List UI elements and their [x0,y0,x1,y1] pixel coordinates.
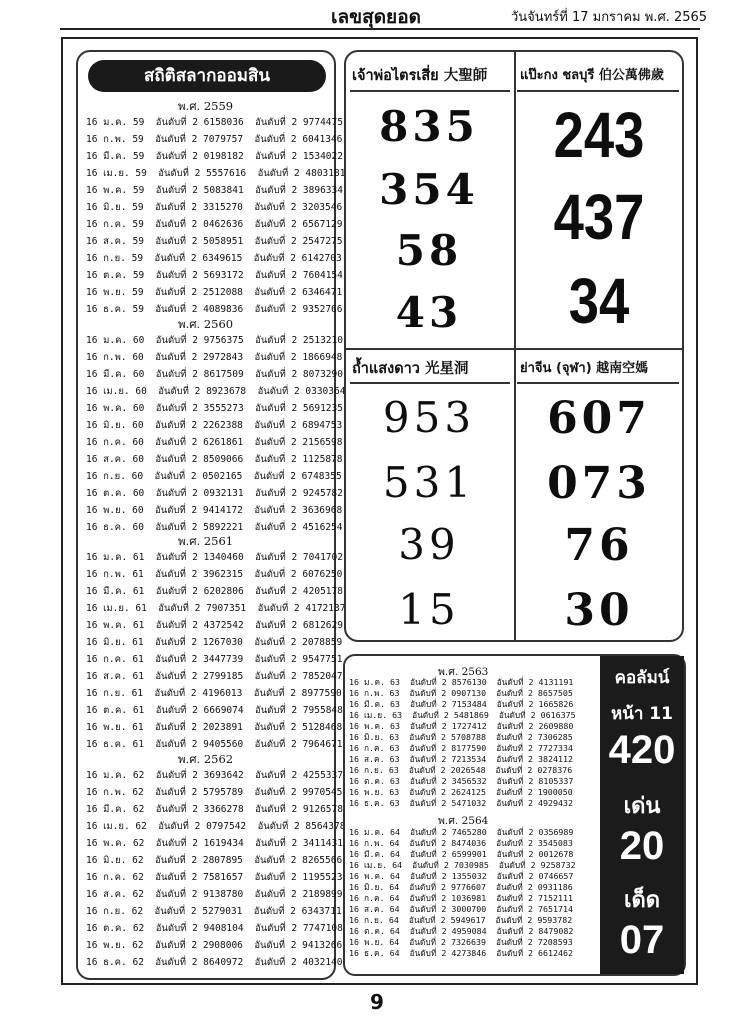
header-rule [60,28,700,30]
box-number: 243 [553,99,645,171]
stats-row: 16 พ.ย. 61 อันดับที่ 2 2023891 อันดับที่ 2 5128468 [86,722,343,733]
column-pick-label: เด็ด [623,888,661,913]
recent-row: 16 ม.ค. 63 อันดับที่ 2 8576130 อันดับที่ 2 4131191 [349,677,574,687]
box-number: 34 [568,265,630,337]
stats-row: 16 มิ.ย. 61 อันดับที่ 2 1267030 อันดับที่ 2 2078859 [86,637,343,648]
stats-row: 16 พ.ย. 60 อันดับที่ 2 9414172 อันดับที่ 2 3636968 [86,505,343,516]
stats-row: 16 ก.ค. 61 อันดับที่ 2 3447739 อันดับที่ 2 9547751 [86,654,343,665]
stats-row: 16 มี.ค. 62 อันดับที่ 2 3366278 อันดับที่ 2 9126578 [86,804,343,815]
stats-row: 16 ส.ค. 62 อันดับที่ 2 9138780 อันดับที่ 2 2189899 [86,889,343,900]
column-page: หน้า 11 [611,704,673,724]
recent-row: 16 ต.ค. 64 อันดับที่ 2 4959084 อันดับที่ 2 8479082 [349,926,574,936]
recent-row: 16 ก.พ. 64 อันดับที่ 2 8474036 อันดับที่ 2 3545083 [349,838,573,848]
stats-row: 16 ม.ค. 61 อันดับที่ 2 1340460 อันดับที่ 2 7041702 [86,552,343,563]
box-number: 43 [395,288,463,337]
column-main-number: 420 [608,728,676,772]
box-number: 354 [379,165,479,214]
stats-row: 16 พ.ค. 59 อันดับที่ 2 5083841 อันดับที่ 2 3896334 [86,185,343,196]
issue-date: วันจันทร์ที่ 17 มกราคม พ.ศ. 2565 [511,10,708,25]
stats-row: 16 ม.ค. 60 อันดับที่ 2 9756375 อันดับที่ 2 2513210 [86,335,343,346]
recent-row: 16 ธ.ค. 64 อันดับที่ 2 4273846 อันดับที่ 2 6612462 [349,948,574,958]
box-title-thamsaengdao: ถ้ำแสงดาว 光星洞 [352,361,469,377]
stats-row: 16 ธ.ค. 60 อันดับที่ 2 5892221 อันดับที่ 2 4516254 [86,522,343,533]
stats-row: 16 พ.ค. 61 อันดับที่ 2 4372542 อันดับที่ 2 6812629 [86,620,343,631]
recent-row: 16 มิ.ย. 64 อันดับที่ 2 9776607 อันดับที่ 2 0931186 [349,882,573,892]
stats-row: 16 ก.ค. 59 อันดับที่ 2 0462636 อันดับที่ 2 6567129 [86,219,343,230]
stats-row: 16 พ.ย. 59 อันดับที่ 2 2512088 อันดับที่ 2 6346471 [86,287,343,298]
title-underline [517,90,679,92]
box-number: 30 [564,585,634,636]
grid-divider-horizontal [346,348,682,350]
recent-row: 16 พ.ค. 63 อันดับที่ 2 1727412 อันดับที่ 2 2609880 [349,721,574,731]
recent-row: 16 เม.ย. 63 อันดับที่ 2 5481869 อันดับที่ 2 0616375 [349,710,576,720]
stats-row: 16 ก.ย. 61 อันดับที่ 2 4196013 อันดับที่ 2 8977590 [86,688,342,699]
stats-row: 16 มิ.ย. 60 อันดับที่ 2 2262388 อันดับที่ 2 6894753 [86,420,343,431]
stats-row: 16 ต.ค. 62 อันดับที่ 2 9408104 อันดับที่ 2 7747108 [86,923,343,934]
title-underline [350,382,510,384]
title-underline [517,382,679,384]
column-title: คอลัมน์ [614,668,670,688]
stats-year-2559: พ.ศ. 2559 [178,99,234,113]
recent-row: 16 ส.ค. 63 อันดับที่ 2 7213534 อันดับที่ 2 3824112 [349,754,574,764]
stats-year-2560: พ.ศ. 2560 [178,317,234,331]
recent-row: 16 ก.ย. 64 อันดับที่ 2 5949617 อันดับที่ 2 9593782 [349,915,573,925]
stats-row: 16 ก.พ. 59 อันดับที่ 2 7079757 อันดับที่ 2 6041346 [86,134,343,145]
recent-row: 16 ธ.ค. 63 อันดับที่ 2 5471032 อันดับที่ 2 4929432 [349,798,574,808]
recent-row: 16 ต.ค. 63 อันดับที่ 2 3456532 อันดับที่ 2 8105337 [349,776,574,786]
recent-row: 16 ก.พ. 63 อันดับที่ 2 0907130 อันดับที่ 2 8657505 [349,688,573,698]
stats-row: 16 ม.ค. 59 อันดับที่ 2 6158036 อันดับที่ 2 9774475 [86,117,343,128]
stats-row: 16 เม.ย. 59 อันดับที่ 2 5557616 อันดับที่ 2 4803181 [86,168,346,179]
title-underline [350,90,510,92]
recent-row: 16 ก.ค. 63 อันดับที่ 2 8177590 อันดับที่ 2 7727334 [349,743,573,753]
box-number: 39 [398,520,460,569]
recent-row: 16 พ.ค. 64 อันดับที่ 2 1355032 อันดับที่ 2 0746657 [349,871,574,881]
recent-row: 16 พ.ย. 64 อันดับที่ 2 7326639 อันดับที่ 2 7208593 [349,937,573,947]
box-number: 607 [547,393,651,444]
recent-row: 16 มี.ค. 64 อันดับที่ 2 6599901 อันดับที่ 2 0012678 [349,849,574,859]
box-number: 073 [547,458,651,509]
recent-row: 16 ม.ค. 64 อันดับที่ 2 7465280 อันดับที่ 2 0356989 [349,827,574,837]
stats-row: 16 ก.ย. 60 อันดับที่ 2 0502165 อันดับที่ 2 6748355 [86,471,342,482]
stats-row: 16 พ.ค. 60 อันดับที่ 2 3555273 อันดับที่ 2 5691235 [86,403,343,414]
recent-row: 16 มิ.ย. 63 อันดับที่ 2 5708788 อันดับที่ 2 7306285 [349,732,573,742]
stats-row: 16 ต.ค. 61 อันดับที่ 2 6669074 อันดับที่ 2 7955848 [86,705,343,716]
box-number: 953 [382,393,476,442]
stats-row: 16 ก.พ. 60 อันดับที่ 2 2972843 อันดับที่ 2 1866948 [86,352,343,363]
stats-row: 16 พ.ค. 62 อันดับที่ 2 1619434 อันดับที่ 2 3411431 [86,838,343,849]
stats-row: 16 มี.ค. 61 อันดับที่ 2 6202806 อันดับที่ 2 4205178 [86,586,343,597]
recent-year-2563: พ.ศ. 2563 [438,666,489,678]
stats-row: 16 มิ.ย. 62 อันดับที่ 2 2807895 อันดับที่ 2 8265566 [86,855,343,866]
stats-row: 16 ก.ค. 60 อันดับที่ 2 6261861 อันดับที่ 2 2156598 [86,437,343,448]
stats-row: 16 ธ.ค. 61 อันดับที่ 2 9405560 อันดับที่ 2 7964671 [86,739,343,750]
column-hot-label: เด่น [623,794,661,819]
stats-row: 16 ธ.ค. 59 อันดับที่ 2 4089836 อันดับที่ 2 9352766 [86,304,343,315]
stats-row: 16 ก.ย. 62 อันดับที่ 2 5279031 อันดับที่ 2 6343711 [86,906,342,917]
page-number: 9 [370,990,384,1014]
box-title-chaopho: เจ้าพ่อไตรเสี่ย 大聖師 [352,68,488,84]
stats-row: 16 ส.ค. 61 อันดับที่ 2 2799185 อันดับที่ 2 7852047 [86,671,343,682]
stats-year-2561: พ.ศ. 2561 [178,534,234,548]
column-hot-number: 20 [619,824,665,868]
recent-row: 16 ก.ย. 63 อันดับที่ 2 2026548 อันดับที่ 2 0278376 [349,765,573,775]
recent-year-2564: พ.ศ. 2564 [438,815,489,827]
column-panel [600,656,684,974]
stats-row: 16 มี.ค. 59 อันดับที่ 2 0198182 อันดับที่ 2 1534022 [86,151,343,162]
box-number: 531 [382,458,476,507]
stats-row: 16 มิ.ย. 59 อันดับที่ 2 3315270 อันดับที่ 2 3203546 [86,202,343,213]
stats-row: 16 ก.ค. 62 อันดับที่ 2 7581657 อันดับที่ 2 1195523 [86,872,343,883]
stats-row: 16 ต.ค. 59 อันดับที่ 2 5693172 อันดับที่ 2 7604154 [86,270,343,281]
box-number: 437 [553,181,645,253]
stats-row: 16 เม.ย. 62 อันดับที่ 2 0797542 อันดับที่ 2 8564378 [86,821,346,832]
stats-row: 16 ม.ค. 62 อันดับที่ 2 3693642 อันดับที่ 2 4255337 [86,770,343,781]
stats-row: 16 เม.ย. 60 อันดับที่ 2 8923678 อันดับที่ 2 0330364 [86,386,346,397]
column-pick-number: 07 [619,918,665,962]
stats-year-2562: พ.ศ. 2562 [178,752,234,766]
publication-title: เลขสุดยอด [331,6,421,28]
stats-row: 16 มี.ค. 60 อันดับที่ 2 8617509 อันดับที่ 2 8073290 [86,369,343,380]
recent-row: 16 พ.ย. 63 อันดับที่ 2 2624125 อันดับที่ 2 1900050 [349,787,573,797]
stats-row: 16 ส.ค. 59 อันดับที่ 2 5058951 อันดับที่ 2 2547275 [86,236,343,247]
box-title-yajin: ย่าจีน (จุฬา) 越南空媽 [520,361,649,376]
box-number: 58 [395,226,463,275]
stats-row: 16 ธ.ค. 62 อันดับที่ 2 8640972 อันดับที่ 2 4032140 [86,957,343,968]
stats-row: 16 ก.พ. 62 อันดับที่ 2 5795789 อันดับที่ 2 9970545 [86,787,343,798]
stats-row: 16 ก.พ. 61 อันดับที่ 2 3962315 อันดับที่ 2 6076250 [86,569,343,580]
recent-row: 16 เม.ย. 64 อันดับที่ 2 7030985 อันดับที่ 2 9258732 [349,860,576,870]
recent-row: 16 ส.ค. 64 อันดับที่ 2 3000700 อันดับที่ 2 7651714 [349,904,574,914]
stats-row: 16 พ.ย. 62 อันดับที่ 2 2908006 อันดับที่ 2 9413266 [86,940,343,951]
box-number: 76 [564,520,634,571]
box-title-paekong: แป๊ะกง ชลบุรี 伯公萬佛歲 [520,68,664,83]
stats-row: 16 เม.ย. 61 อันดับที่ 2 7907351 อันดับที่ 2 4172137 [86,603,346,614]
box-number: 835 [379,102,479,151]
box-number: 15 [398,585,460,634]
stats-title: สถิติสลากออมสิน [88,60,326,92]
recent-row: 16 ก.ค. 64 อันดับที่ 2 1036981 อันดับที่ 2 7152111 [349,893,573,903]
stats-row: 16 ก.ย. 59 อันดับที่ 2 6349615 อันดับที่ 2 6142703 [86,253,342,264]
stats-row: 16 ต.ค. 60 อันดับที่ 2 0932131 อันดับที่ 2 9245782 [86,488,343,499]
recent-row: 16 มี.ค. 63 อันดับที่ 2 7153484 อันดับที่ 2 1665826 [349,699,574,709]
stats-row: 16 ส.ค. 60 อันดับที่ 2 8509066 อันดับที่ 2 1125878 [86,454,343,465]
